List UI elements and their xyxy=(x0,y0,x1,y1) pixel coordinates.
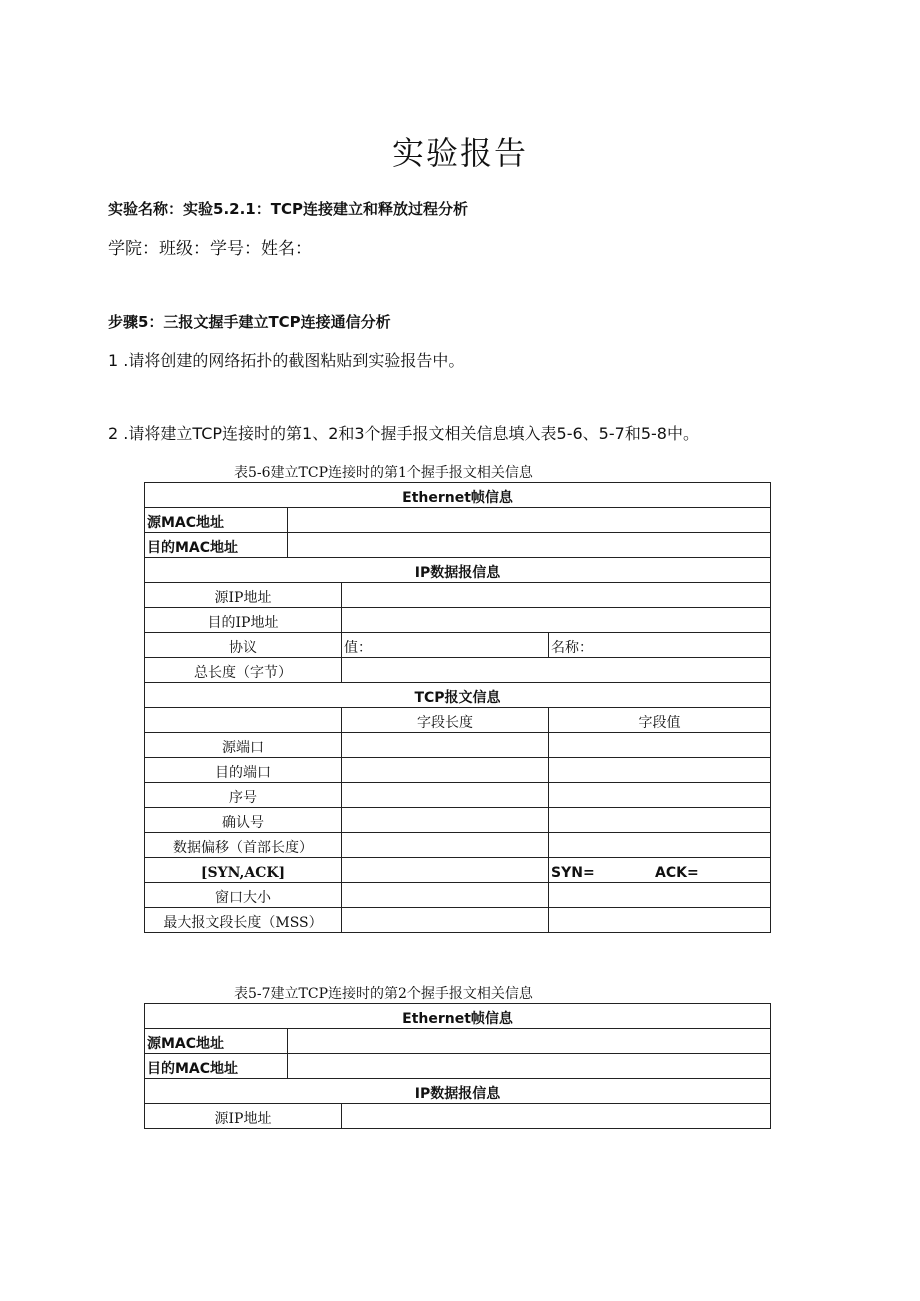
mss-label: 最大报文段长度（MSS） xyxy=(145,908,342,933)
instruction-1: 1 .请将创建的网络拓扑的截图粘贴到实验报告中。 xyxy=(108,351,465,370)
ack-flag-label: ACK= xyxy=(655,865,699,881)
dst-port-label: 目的端口 xyxy=(145,758,342,783)
table-row xyxy=(145,1054,771,1079)
src-mac-label: 源MAC地址 xyxy=(145,508,288,533)
syn-ack-length-cell[interactable] xyxy=(342,858,549,883)
table-row xyxy=(145,1104,771,1129)
src-ip-cell[interactable] xyxy=(342,583,771,608)
table-caption: 表5-6建立TCP连接时的第1个握手报文相关信息 xyxy=(234,465,533,481)
table-row xyxy=(145,883,771,908)
ack-number-length-cell[interactable] xyxy=(342,808,549,833)
window-size-label: 窗口大小 xyxy=(145,883,342,908)
dst-port-value-cell[interactable] xyxy=(549,758,771,783)
table-row xyxy=(145,533,771,558)
ip-section-header: IP数据报信息 xyxy=(145,558,771,583)
table-caption: 表5-7建立TCP连接时的第2个握手报文相关信息 xyxy=(234,986,533,1002)
src-port-label: 源端口 xyxy=(145,733,342,758)
ip-section-header: IP数据报信息 xyxy=(145,1079,771,1104)
step-heading: 步骤5：三报文握手建立TCP连接通信分析 xyxy=(108,313,391,331)
src-mac-cell[interactable] xyxy=(288,508,771,533)
syn-ack-label: [SYN,ACK] xyxy=(145,858,342,883)
dst-mac-label: 目的MAC地址 xyxy=(145,533,288,558)
table-row xyxy=(145,1004,771,1029)
mss-length-cell[interactable] xyxy=(342,908,549,933)
field-length-header: 字段长度 xyxy=(342,708,549,733)
table-row xyxy=(145,558,771,583)
experiment-name: 实验名称：实验5.2.1：TCP连接建立和释放过程分析 xyxy=(108,200,468,218)
field-value-header: 字段值 xyxy=(549,708,771,733)
dst-ip-label: 目的IP地址 xyxy=(145,608,342,633)
ack-number-label: 确认号 xyxy=(145,808,342,833)
protocol-value-cell[interactable]: 值： xyxy=(342,633,549,658)
src-port-length-cell[interactable] xyxy=(342,733,549,758)
info-line: 学院：班级：学号：姓名： xyxy=(108,239,312,259)
total-length-label: 总长度（字节） xyxy=(145,658,342,683)
seq-length-cell[interactable] xyxy=(342,783,549,808)
protocol-label: 协议 xyxy=(145,633,342,658)
page-title: 实验报告 xyxy=(391,134,528,172)
ethernet-section-header: Ethernet帧信息 xyxy=(145,1004,771,1029)
table-row xyxy=(145,758,771,783)
table-row xyxy=(145,658,771,683)
tcp-section-header: TCP报文信息 xyxy=(145,683,771,708)
table-row xyxy=(145,608,771,633)
table-row xyxy=(145,483,771,508)
table-row xyxy=(145,833,771,858)
src-ip-label: 源IP地址 xyxy=(145,1104,342,1129)
dst-port-length-cell[interactable] xyxy=(342,758,549,783)
window-size-value-cell[interactable] xyxy=(549,883,771,908)
table-row xyxy=(145,733,771,758)
table-row xyxy=(145,858,771,883)
protocol-name-cell[interactable]: 名称： xyxy=(549,633,771,658)
seq-value-cell[interactable] xyxy=(549,783,771,808)
syn-flag-label: SYN= xyxy=(551,865,595,881)
src-port-value-cell[interactable] xyxy=(549,733,771,758)
seq-label: 序号 xyxy=(145,783,342,808)
syn-ack-value-cell[interactable] xyxy=(549,858,771,883)
table-row xyxy=(145,583,771,608)
src-ip-cell[interactable] xyxy=(342,1104,771,1129)
data-offset-label: 数据偏移（首部长度） xyxy=(145,833,342,858)
handshake-2-table xyxy=(144,1003,771,1129)
dst-ip-cell[interactable] xyxy=(342,608,771,633)
dst-mac-cell[interactable] xyxy=(288,1054,771,1079)
src-ip-label: 源IP地址 xyxy=(145,583,342,608)
table-row xyxy=(145,1029,771,1054)
dst-mac-label: 目的MAC地址 xyxy=(145,1054,288,1079)
mss-value-cell[interactable] xyxy=(549,908,771,933)
table-row xyxy=(145,783,771,808)
table-row xyxy=(145,908,771,933)
src-mac-cell[interactable] xyxy=(288,1029,771,1054)
tcp-corner-cell xyxy=(145,708,342,733)
table-row xyxy=(145,808,771,833)
data-offset-value-cell[interactable] xyxy=(549,833,771,858)
total-length-cell[interactable] xyxy=(342,658,771,683)
window-size-length-cell[interactable] xyxy=(342,883,549,908)
instruction-2: 2 .请将建立TCP连接时的第1、2和3个握手报文相关信息填入表5-6、5-7和5-8中。 xyxy=(108,424,699,443)
data-offset-length-cell[interactable] xyxy=(342,833,549,858)
table-row xyxy=(145,1079,771,1104)
src-mac-label: 源MAC地址 xyxy=(145,1029,288,1054)
handshake-1-table xyxy=(144,482,771,933)
table-row xyxy=(145,508,771,533)
table-row xyxy=(145,708,771,733)
ethernet-section-header: Ethernet帧信息 xyxy=(145,483,771,508)
table-row xyxy=(145,683,771,708)
ack-number-value-cell[interactable] xyxy=(549,808,771,833)
table-row xyxy=(145,633,771,658)
dst-mac-cell[interactable] xyxy=(288,533,771,558)
